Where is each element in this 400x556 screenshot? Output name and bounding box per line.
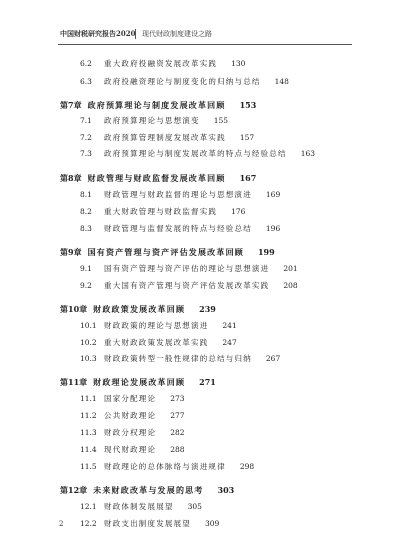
toc-page: 130 [231, 59, 246, 68]
toc-page: 241 [222, 321, 237, 330]
toc-num: 11.3 [80, 428, 97, 437]
toc-page: 163 [300, 149, 316, 158]
toc-page: 277 [170, 411, 185, 420]
toc-section [80, 75, 400, 89]
toc-page: 199 [257, 247, 275, 257]
toc-title: 国有资产管理与资产评估的理论与思想演进 [104, 264, 270, 273]
toc-section [80, 205, 400, 219]
toc-title: 国家分配理论 [104, 394, 157, 403]
toc-num: 9.2 [80, 281, 92, 290]
toc-page: 196 [265, 224, 281, 233]
toc-section [80, 279, 400, 293]
toc-title: 财政政策转型一般性规律的总结与归纳 [104, 354, 252, 363]
book-subtitle: 现代财政制度建设之路 [142, 30, 212, 38]
toc-section [80, 409, 400, 423]
toc-page: 282 [170, 428, 185, 437]
toc-num: 8.1 [80, 190, 92, 199]
toc-section [80, 460, 400, 474]
toc-page: 239 [199, 304, 216, 314]
toc-title: 财政政策发展改革回顾 [93, 304, 186, 314]
toc-num: 12.1 [80, 502, 97, 511]
toc-title: 政府投融资理论与制度变化的归纳与总结 [104, 77, 261, 86]
toc-num: 第10章 [60, 304, 88, 314]
toc-num: 7.3 [80, 149, 92, 158]
toc-section [80, 392, 400, 406]
toc-page: 208 [283, 281, 298, 290]
toc-num: 7.1 [80, 116, 92, 125]
toc-num: 9.1 [80, 264, 92, 273]
toc-page: 267 [265, 354, 281, 363]
toc-title: 政府预算理论与制度发展改革的特点与经验总结 [104, 149, 287, 158]
toc-title: 未来财政改革与发展的思考 [93, 485, 204, 495]
toc-num: 第8章 [60, 173, 82, 183]
toc-section [80, 426, 400, 440]
toc-chapter [60, 302, 400, 316]
toc-num: 10.1 [80, 321, 97, 330]
toc-section [80, 319, 400, 333]
toc-num: 11.5 [80, 462, 97, 471]
toc-chapter [60, 245, 400, 259]
toc-title: 政府预算理论与制度发展改革回顾 [87, 100, 226, 110]
toc-title: 财政理论发展改革回顾 [93, 377, 186, 387]
toc-section [80, 500, 400, 514]
toc-page: 167 [239, 173, 257, 183]
toc-section [80, 188, 400, 202]
page-number: 2 [59, 520, 64, 528]
toc-chapter [60, 98, 400, 112]
toc-page: 148 [274, 77, 289, 86]
toc-section [80, 443, 400, 457]
toc-page: 309 [205, 519, 220, 528]
toc-page: 305 [187, 502, 202, 511]
toc-title: 财政分权理论 [104, 428, 157, 437]
toc-num: 第7章 [60, 100, 82, 110]
toc-section [80, 57, 400, 71]
toc-section [80, 114, 400, 128]
toc-page: 298 [239, 462, 255, 471]
toc-title: 公共财政理论 [104, 411, 157, 420]
toc-num: 7.2 [80, 133, 92, 142]
toc-section [80, 222, 400, 236]
toc-title: 财政理论的总体脉络与演进规律 [104, 462, 226, 471]
toc-page: 271 [199, 377, 216, 387]
toc-title: 财政支出制度发展展望 [104, 519, 191, 528]
toc-num: 10.3 [80, 354, 97, 363]
toc-title: 重大财政政策发展改革实践 [104, 338, 209, 347]
toc-num: 8.3 [80, 224, 92, 233]
toc-page: 155 [213, 116, 229, 125]
toc-chapter [60, 483, 400, 497]
toc-section [80, 147, 400, 161]
toc-num: 10.2 [80, 338, 97, 347]
toc-section [80, 352, 400, 366]
toc-num: 11.1 [80, 394, 97, 403]
toc-page: 288 [170, 445, 185, 454]
toc-title: 政府预算管理制度发展改革实践 [104, 133, 226, 142]
toc-section [80, 131, 400, 145]
toc-num: 6.2 [80, 59, 92, 68]
toc-section [80, 336, 400, 350]
toc-page: 273 [170, 394, 185, 403]
toc-num: 12.2 [80, 519, 97, 528]
toc-title: 财政体制发展展望 [104, 502, 174, 511]
toc-page: 303 [217, 485, 235, 495]
toc-title: 财政管理与财政监督发展改革回顾 [87, 173, 226, 183]
book-title: 中国财税研究报告2020 [60, 29, 136, 38]
toc-section [80, 262, 400, 276]
toc-chapter [60, 375, 400, 389]
toc-num: 8.2 [80, 207, 92, 216]
toc-title: 政府预算理论与思想演变 [104, 116, 200, 125]
toc-title: 财政管理与财政监督的理论与思想演进 [104, 190, 252, 199]
toc-page: 169 [265, 190, 281, 199]
toc-page: 157 [239, 133, 255, 142]
toc-num: 第12章 [60, 485, 88, 495]
toc-section [80, 517, 400, 531]
toc-page: 153 [239, 100, 257, 110]
toc-title: 现代财政理论 [104, 445, 157, 454]
toc-chapter [60, 171, 400, 185]
toc-title: 财政政策的理论与思想演进 [104, 321, 209, 330]
toc-num: 第11章 [60, 377, 88, 387]
toc-title: 国有资产管理与资产评估发展改革回顾 [87, 247, 244, 257]
toc-title: 重大财政管理与财政监督实践 [104, 207, 218, 216]
toc-num: 11.4 [80, 445, 97, 454]
toc-page: 247 [222, 338, 237, 347]
toc-num: 11.2 [80, 411, 97, 420]
toc-num: 6.3 [80, 77, 92, 86]
toc-num: 第9章 [60, 247, 82, 257]
toc-title: 重大政府投融资发展改革实践 [104, 59, 218, 68]
toc-page: 201 [283, 264, 298, 273]
toc-page: 176 [231, 207, 246, 216]
toc-title: 重大国有资产管理与资产评估发展改革实践 [104, 281, 270, 290]
toc-title: 财政管理与监督发展的特点与经验总结 [104, 224, 252, 233]
